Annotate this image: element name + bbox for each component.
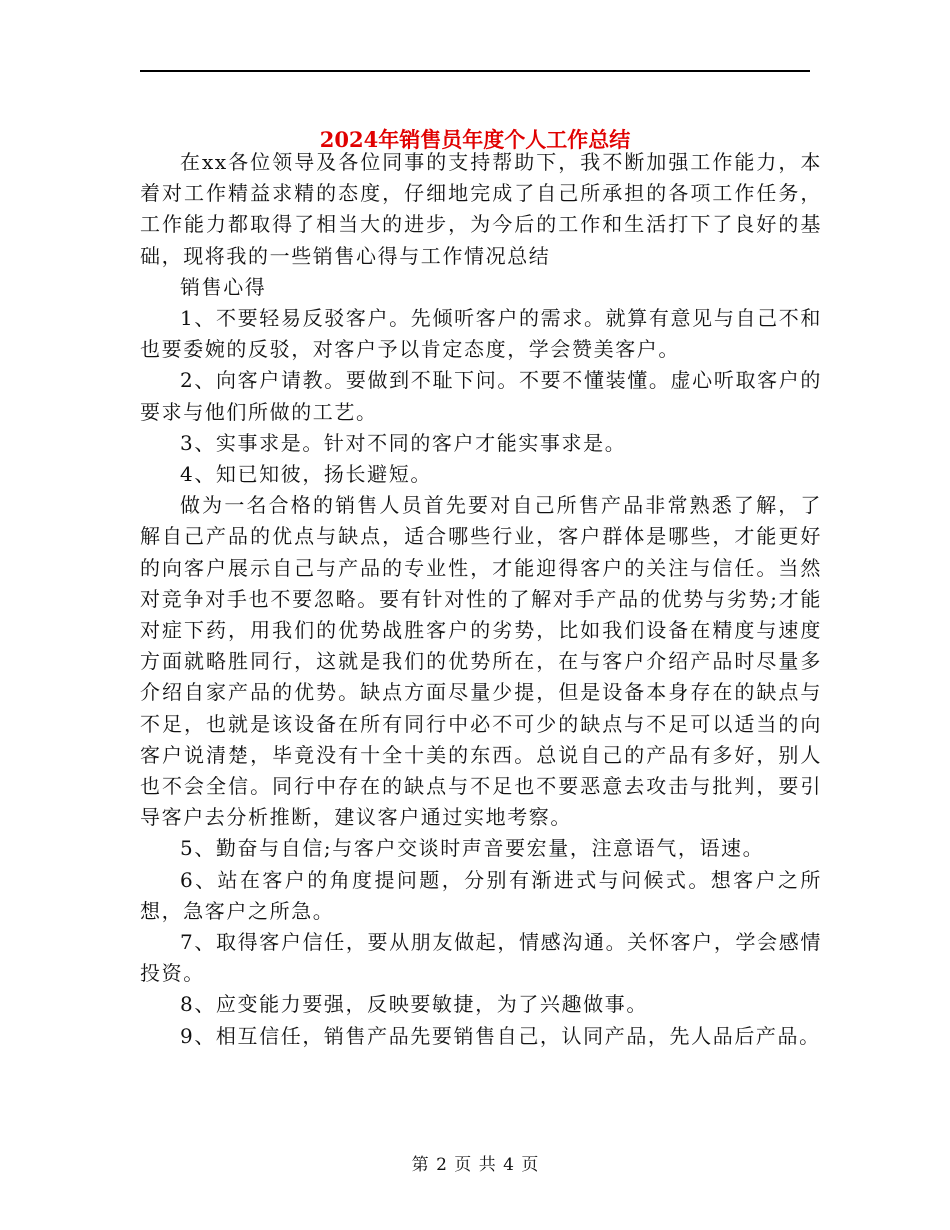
tip-paragraph: 3、实事求是。针对不同的客户才能实事求是。 xyxy=(180,430,627,455)
page-number: 第 2 页 共 4 页 xyxy=(411,1155,539,1175)
document-title: 2024年销售员年度个人工作总结 xyxy=(319,127,631,153)
tip-paragraph: 7、取得客户信任，要从朋友做起，情感沟通。关怀客户，学会感情投资。 xyxy=(140,930,822,986)
intro-paragraph: 在xx各位领导及各位同事的支持帮助下，我不断加强工作能力，本着对工作精益求精的态度，仔细地完成了自己所承担的各项工作任务，工作能力都取得了相当大的进步，为今后的工作和生活打下了良好的基础，现将我的一些销售心得与工作情况总结 xyxy=(140,150,822,268)
tip-paragraph: 6、站在客户的角度提问题，分别有渐进式与问候式。想客户之所想，急客户之所急。 xyxy=(140,867,822,923)
header-rule xyxy=(140,70,810,72)
document-body xyxy=(140,147,822,1052)
tip-paragraph: 1、不要轻易反驳客户。先倾听客户的需求。就算有意见与自己不和也要委婉的反驳，对客户予以肯定态度，学会赞美客户。 xyxy=(140,306,822,362)
tip-paragraph: 2、向客户请教。要做到不耻下问。不要不懂装懂。虚心听取客户的要求与他们所做的工艺。 xyxy=(140,368,822,424)
tip-paragraph: 9、相互信任，销售产品先要销售自己，认同产品，先人品后产品。 xyxy=(180,1023,821,1048)
section-heading: 销售心得 xyxy=(180,274,267,299)
tip-paragraph: 4、知已知彼，扬长避短。 xyxy=(180,462,432,487)
tip-paragraph: 8、应变能力要强，反映要敏捷，为了兴趣做事。 xyxy=(180,992,648,1017)
tip-paragraph: 5、勤奋与自信;与客户交谈时声音要宏量，注意语气，语速。 xyxy=(180,836,765,861)
body-paragraph: 做为一名合格的销售人员首先要对自己所售产品非常熟悉了解，了解自己产品的优点与缺点，适合哪些行业，客户群体是哪些，才能更好的向客户展示自己与产品的专业性，才能迎得客户的关注与信任。当然对竞争对手也不要忽略。要有针对性的了解对手产品的优势与劣势;才能对症下药，用我们的优势战胜客户的劣势，比如我们设备在精度与速度方面就略胜同行，这就是我们的优势所在，在与客户介绍产品时尽量多介绍自家产品的优势。缺点方面尽量少提，但是设备本身存在的缺点与不足，也就是该设备在所有同行中必不可少的缺点与不足可以适当的向客户说清楚，毕竟没有十全十美的东西。总说自己的产品有多好，别人也不会全信。同行中存在的缺点与不足也不要恶意去攻击与批判，要引导客户去分析推断，建议客户通过实地考察。 xyxy=(140,493,822,830)
